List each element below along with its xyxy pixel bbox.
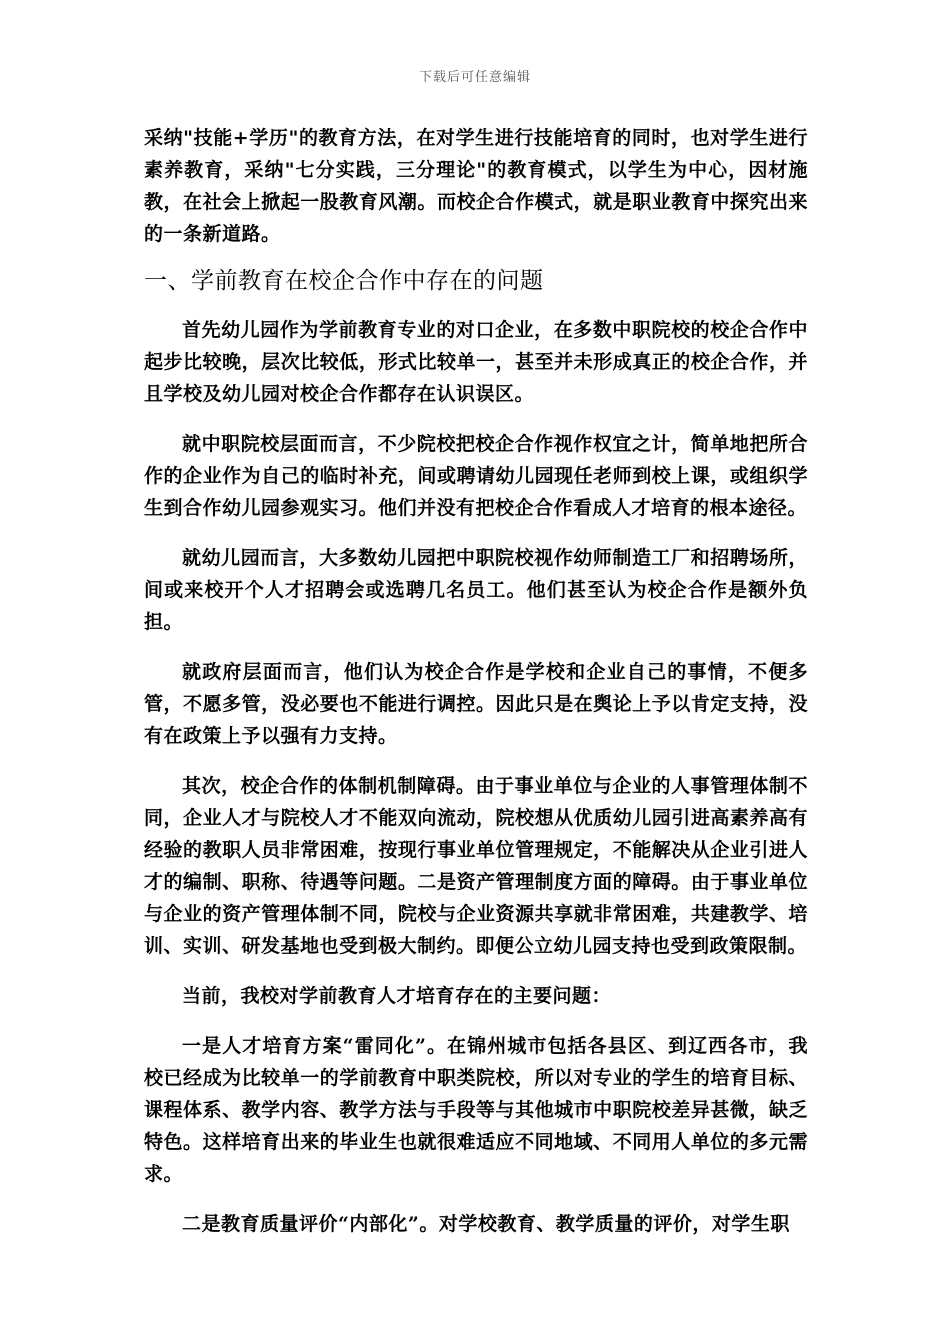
body-paragraph: 就中职院校层面而言，不少院校把校企合作视作权宜之计，简单地把所合作的企业作为自己的临时补充，间或聘请幼儿园现任老师到校上课，或组织学生到合作幼儿园参观实习。他们并没有把校企合作看成人才培育的根本途径。 [144,433,808,519]
section-heading: 一、学前教育在校企合作中存在的问题 [144,268,544,294]
body-paragraph: 当前，我校对学前教育人才培育存在的主要问题： [182,985,612,1007]
page-header: 下载后可任意编辑 [418,70,531,85]
document-body [144,122,808,1258]
body-paragraph: 二是教育质量评价“内部化”。对学校教育、教学质量的评价，对学生职 [182,1213,790,1235]
body-paragraph: 其次，校企合作的体制机制障碍。由于事业单位与企业的人事管理体制不同，企业人才与院校人才不能双向流动，院校想从优质幼儿园引进高素养高有经验的教职人员非常困难，按现行事业单位管理规定，不能解决从企业引进人才的编制、职称、待遇等问题。二是资产管理制度方面的障碍。由于事业单位与企业的资产管理体制不同，院校与企业资源共享就非常困难，共建教学、培训、实训、研发基地也受到极大制约。即便公立幼儿园支持也受到政策限制。 [144,775,808,957]
body-paragraph: 就政府层面而言，他们认为校企合作是学校和企业自己的事情，不便多管，不愿多管，没必要也不能进行调控。因此只是在舆论上予以肯定支持，没有在政策上予以强有力支持。 [144,661,808,747]
intro-paragraph: 采纳"技能+学历"的教育方法，在对学生进行技能培育的同时，也对学生进行素养教育，采纳"七分实践，三分理论"的教育模式，以学生为中心，因材施教，在社会上掀起一股教育风潮。而校企合作模式，就是职业教育中探究出来的一条新道路。 [144,127,808,245]
body-paragraph: 首先幼儿园作为学前教育专业的对口企业，在多数中职院校的校企合作中起步比较晚，层次比较低，形式比较单一，甚至并未形成真正的校企合作，并且学校及幼儿园对校企合作都存在认识误区。 [144,319,808,405]
body-paragraph: 一是人才培育方案“雷同化”。在锦州城市包括各县区、到辽西各市，我校已经成为比较单一的学前教育中职类院校，所以对专业的学生的培育目标、课程体系、教学内容、教学方法与手段等与其他城市中职院校差异甚微，缺乏特色。这样培育出来的毕业生也就很难适应不同地域、不同用人单位的多元需求。 [144,1035,808,1185]
body-paragraph: 就幼儿园而言，大多数幼儿园把中职院校视作幼师制造工厂和招聘场所，间或来校开个人才招聘会或选聘几名员工。他们甚至认为校企合作是额外负担。 [144,547,808,633]
